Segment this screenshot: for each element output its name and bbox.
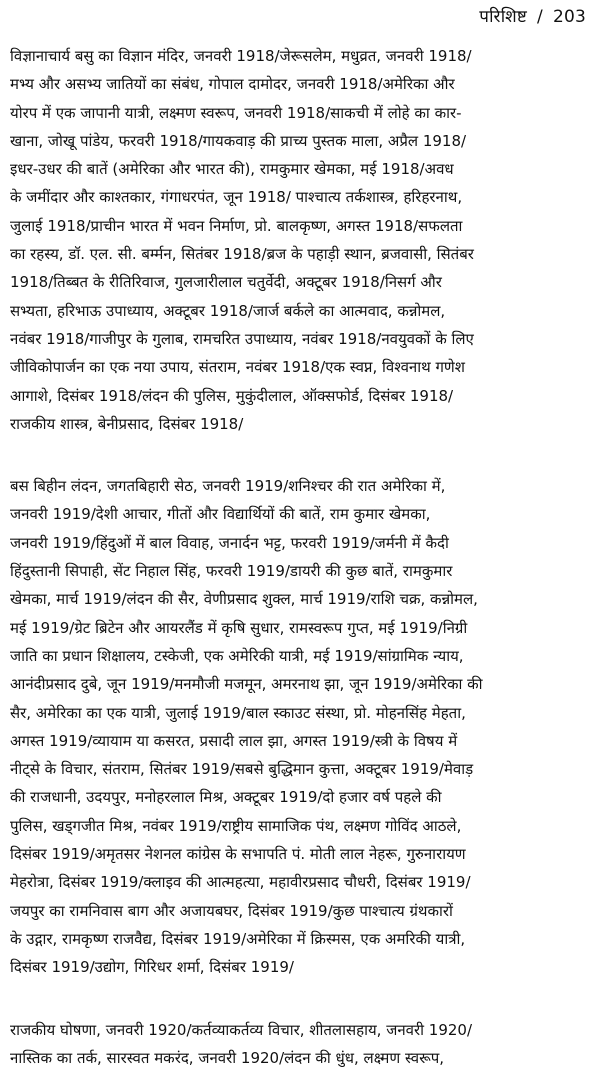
text-line: का रहस्य, डॉ. एल. सी. बर्म्मन, सितंबर 1918/ब्रज के पहाड़ी स्थान, ब्रजवासी, सितंबर	[10, 240, 594, 268]
text-line: बस बिहीन लंदन, जगतबिहारी सेठ, जनवरी 1919/शनिश्चर की रात अमेरिका में,	[10, 472, 594, 500]
text-line: जीविकोपार्जन का एक नया उपाय, संतराम, नवंबर 1918/एक स्वप्न, विश्वनाथ गणेश	[10, 353, 594, 381]
paragraph-1919	[10, 472, 594, 981]
text-line: सैर, अमेरिका का एक यात्री, जुलाई 1919/बाल स्काउट संस्था, प्रो. मोहनसिंह मेहता,	[10, 699, 594, 727]
text-line: इधर-उधर की बातें (अमेरिका और भारत की), रामकुमार खेमका, मई 1918/अवध	[10, 155, 594, 183]
text-line: मभ्य और असभ्य जातियों का संबंध, गोपाल दामोदर, जनवरी 1918/अमेरिका और	[10, 70, 594, 98]
text-line: के जमींदार और काश्तकार, गंगाधरपंत, जून 1918/ पाश्चात्य तर्कशास्त्र, हरिहरनाथ,	[10, 183, 594, 211]
text-line: नास्तिक का तर्क, सारस्वत मकरंद, जनवरी 1920/लंदन की धुंध, लक्ष्मण स्वरूप,	[10, 1044, 594, 1072]
paragraph-spacer	[10, 438, 594, 472]
page-body	[10, 42, 594, 1072]
paragraph-1918	[10, 42, 594, 438]
text-line: राजकीय घोषणा, जनवरी 1920/कर्तव्याकर्तव्य विचार, शीतलासहाय, जनवरी 1920/	[10, 1016, 594, 1044]
running-header	[479, 4, 586, 27]
paragraph-1920	[10, 1016, 594, 1072]
text-line: मई 1919/ग्रेट ब्रिटेन और आयरलैंड में कृषि सुधार, रामस्वरूप गुप्त, मई 1919/निग्री	[10, 614, 594, 642]
text-line: मेहरोत्रा, दिसंबर 1919/क्लाइव की आत्महत्या, महावीरप्रसाद चौधरी, दिसंबर 1919/	[10, 868, 594, 896]
text-line: जाति का प्रधान शिक्षालय, टस्केजी, एक अमेरिकी यात्री, मई 1919/सांग्रामिक न्याय,	[10, 642, 594, 670]
text-line: आगाशे, दिसंबर 1918/लंदन की पुलिस, मुकुंदीलाल, ऑक्सफोर्ड, दिसंबर 1918/	[10, 382, 594, 410]
text-line: नीट्से के विचार, संतराम, सितंबर 1919/सबसे बुद्धिमान कुत्ता, अक्टूबर 1919/मेवाड़	[10, 755, 594, 783]
text-line: हिंदुस्तानी सिपाही, सेंट निहाल सिंह, फरवरी 1919/डायरी की कुछ बातें, रामकुमार	[10, 557, 594, 585]
text-line: पुलिस, खड्गजीत मिश्र, नवंबर 1919/राष्ट्रीय सामाजिक पंथ, लक्ष्मण गोविंद आठले,	[10, 812, 594, 840]
text-line: की राजधानी, उदयपुर, मनोहरलाल मिश्र, अक्टूबर 1919/दो हजार वर्ष पहले की	[10, 783, 594, 811]
header-section-title: परिशिष्ट	[479, 7, 527, 27]
header-separator: /	[537, 7, 543, 27]
text-line: 1918/तिब्बत के रीतिरिवाज, गुलजारीलाल चतुर्वेदी, अक्टूबर 1918/निसर्ग और	[10, 268, 594, 296]
text-line: सभ्यता, हरिभाऊ उपाध्याय, अक्टूबर 1918/जार्ज बर्कले का आत्मवाद, कन्नोमल,	[10, 297, 594, 325]
text-line: नवंबर 1918/गाजीपुर के गुलाब, रामचरित उपाध्याय, नवंबर 1918/नवयुवकों के लिए	[10, 325, 594, 353]
text-line: के उद्गार, रामकृष्ण राजवैद्य, दिसंबर 1919/अमेरिका में क्रिस्मस, एक अमरिकी यात्री,	[10, 925, 594, 953]
text-line: राजकीय शास्त्र, बेनीप्रसाद, दिसंबर 1918/	[10, 410, 594, 438]
text-line: विज्ञानाचार्य बसु का विज्ञान मंदिर, जनवरी 1918/जेरूसलेम, मधुव्रत, जनवरी 1918/	[10, 42, 594, 70]
text-line: जनवरी 1919/हिंदुओं में बाल विवाह, जनार्दन भट्ट, फरवरी 1919/जर्मनी में कैदी	[10, 529, 594, 557]
text-line: योरप में एक जापानी यात्री, लक्ष्मण स्वरूप, जनवरी 1918/साकची में लोहे का कार-	[10, 99, 594, 127]
text-line: जनवरी 1919/देशी आचार, गीतों और विद्यार्थियों की बातें, राम कुमार खेमका,	[10, 500, 594, 528]
text-line: दिसंबर 1919/अमृतसर नेशनल कांग्रेस के सभापति पं. मोती लाल नेहरू, गुरुनारायण	[10, 840, 594, 868]
text-line: खाना, जोखू पांडेय, फरवरी 1918/गायकवाड़ की प्राच्य पुस्तक माला, अप्रैल 1918/	[10, 127, 594, 155]
text-line: जयपुर का रामनिवास बाग और अजायबघर, दिसंबर 1919/कुछ पाश्चात्य ग्रंथकारों	[10, 897, 594, 925]
text-line: जुलाई 1918/प्राचीन भारत में भवन निर्माण, प्रो. बालकृष्ण, अगस्त 1918/सफलता	[10, 212, 594, 240]
text-line: दिसंबर 1919/उद्योग, गिरिधर शर्मा, दिसंबर 1919/	[10, 953, 594, 981]
text-line: आनंदीप्रसाद दुबे, जून 1919/मनमौजी मजमून, अमरनाथ झा, जून 1919/अमेरिका की	[10, 670, 594, 698]
paragraph-spacer	[10, 982, 594, 1016]
text-line: अगस्त 1919/व्यायाम या कसरत, प्रसादी लाल झा, अगस्त 1919/स्त्री के विषय में	[10, 727, 594, 755]
page-number: 203	[553, 7, 586, 27]
text-line: खेमका, मार्च 1919/लंदन की सैर, वेणीप्रसाद शुक्ल, मार्च 1919/राशि चक्र, कन्नोमल,	[10, 585, 594, 613]
